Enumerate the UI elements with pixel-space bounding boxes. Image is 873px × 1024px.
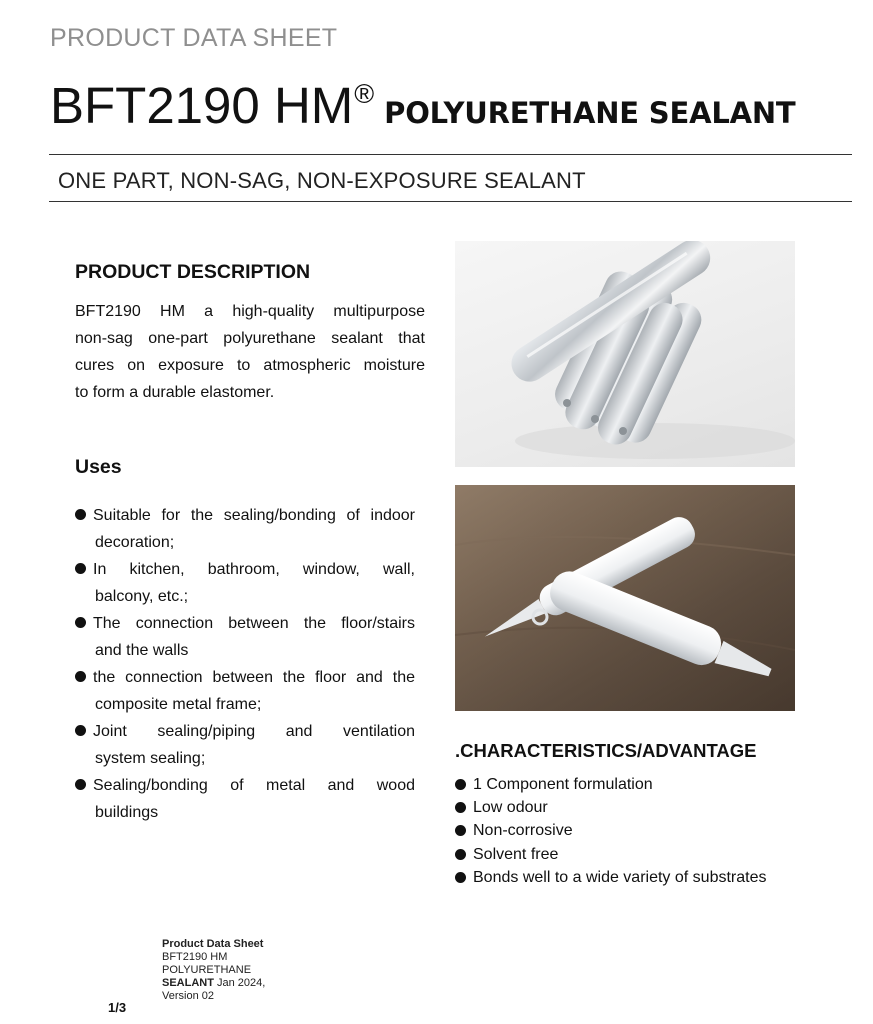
foil-sausage-photo <box>455 241 795 467</box>
cartridge-illustration <box>455 485 795 711</box>
bullet-icon <box>455 872 466 883</box>
description-paragraph <box>75 298 425 406</box>
characteristic-item: Non-corrosive <box>455 819 766 842</box>
tagline-divider <box>49 201 852 202</box>
characteristics-list <box>455 773 766 889</box>
registered-mark: ® <box>354 79 375 109</box>
characteristic-item: Bonds well to a wide variety of substrates <box>455 866 766 889</box>
bullet-icon <box>455 849 466 860</box>
characteristic-item: 1 Component formulation <box>455 773 766 796</box>
footer-line: SEALANT Jan 2024, <box>162 977 266 989</box>
characteristic-item: Low odour <box>455 796 766 819</box>
document-title <box>50 76 796 135</box>
characteristic-item: Solvent free <box>455 843 766 866</box>
foil-sausage-illustration <box>455 241 795 467</box>
product-type: POLYURETHANE SEALANT <box>384 96 796 130</box>
description-heading: PRODUCT DESCRIPTION <box>75 261 311 283</box>
bullet-icon <box>455 779 466 790</box>
bullet-icon <box>455 802 466 813</box>
description-line: BFT2190 HM a high-quality multipurpose <box>75 303 425 320</box>
description-line: cures on exposure to atmospheric moisture <box>75 357 425 374</box>
title-divider <box>49 154 852 155</box>
uses-item: In kitchen, bathroom, window, wall, balcony, etc.; <box>75 556 415 610</box>
bullet-icon <box>75 671 86 682</box>
footer-note <box>162 938 265 1003</box>
characteristics-heading: .CHARACTERISTICS/ADVANTAGE <box>455 740 757 761</box>
uses-heading: Uses <box>75 456 122 478</box>
footer-line: Version 02 <box>162 990 214 1002</box>
document-kicker: PRODUCT DATA SHEET <box>50 24 338 52</box>
uses-item: the connection between the floor and the composite metal frame; <box>75 664 415 718</box>
footer-line: Product Data Sheet <box>162 938 264 950</box>
uses-item: Suitable for the sealing/bonding of indoor decoration; <box>75 502 415 556</box>
bullet-icon <box>75 725 86 736</box>
description-line: to form a durable elastomer. <box>75 384 275 401</box>
uses-item: The connection between the floor/stairs and the walls <box>75 610 415 664</box>
bullet-icon <box>75 779 86 790</box>
product-name: BFT2190 HM <box>50 77 354 134</box>
bullet-icon <box>455 825 466 836</box>
bullet-icon <box>75 509 86 520</box>
uses-item: Joint sealing/piping and ventilation system sealing; <box>75 718 415 772</box>
page-number: 1/3 <box>108 1000 127 1015</box>
bullet-icon <box>75 563 86 574</box>
bullet-icon <box>75 617 86 628</box>
cartridge-photo <box>455 485 795 711</box>
uses-list <box>75 502 415 826</box>
description-line: non-sag one-part polyurethane sealant that <box>75 330 425 347</box>
tagline: ONE PART, NON-SAG, NON-EXPOSURE SEALANT <box>58 168 586 193</box>
uses-item: Sealing/bonding of metal and wood buildings <box>75 772 415 826</box>
footer-line: POLYURETHANE <box>162 964 252 976</box>
footer-line: BFT2190 HM <box>162 951 228 963</box>
